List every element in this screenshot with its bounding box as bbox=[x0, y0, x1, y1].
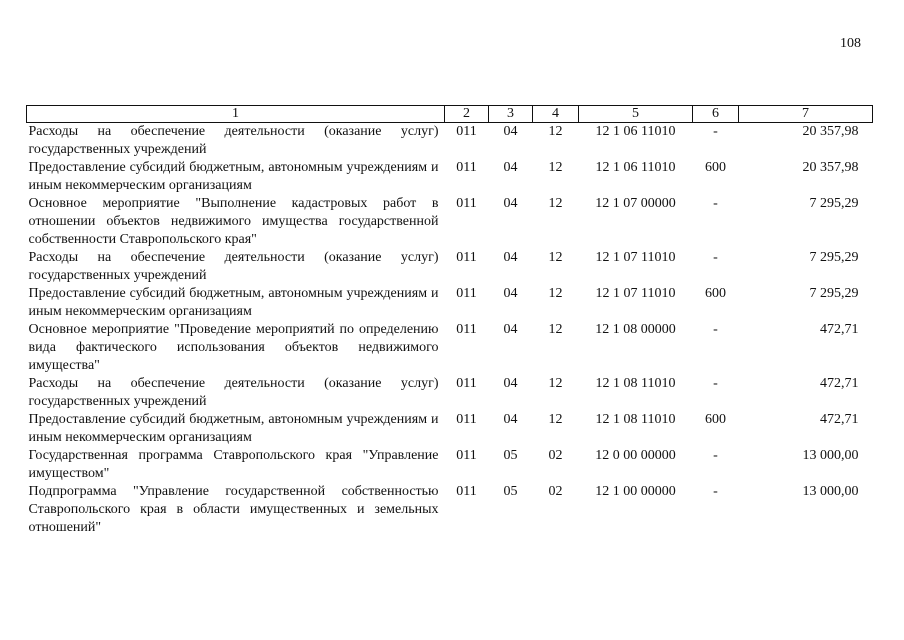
row-name: Расходы на обеспечение деятельности (оказание услуг) государственных учреждений bbox=[28, 250, 439, 283]
row-subsection-code: 12 bbox=[548, 250, 563, 265]
header-col-4: 4 bbox=[533, 106, 579, 123]
table-header-row bbox=[27, 106, 873, 123]
table-row bbox=[27, 321, 873, 375]
row-name: Основное мероприятие "Проведение мероприятий по определению вида фактического использования объектов недвижимого имущества" bbox=[28, 322, 439, 373]
row-name: Предоставление субсидий бюджетным, автономным учреждениям и иным некоммерческим организациям bbox=[28, 286, 439, 319]
row-name: Предоставление субсидий бюджетным, автономным учреждениям и иным некоммерческим организациям bbox=[28, 412, 439, 445]
row-ministry-code: 011 bbox=[456, 484, 477, 499]
row-subsection-code: 02 bbox=[548, 484, 563, 499]
row-target-article: 12 1 06 11010 bbox=[595, 124, 676, 139]
row-section-code: 04 bbox=[503, 160, 518, 175]
row-expense-type: - bbox=[713, 484, 718, 499]
table-row bbox=[27, 411, 873, 447]
row-name: Предоставление субсидий бюджетным, автономным учреждениям и иным некоммерческим организациям bbox=[28, 160, 439, 193]
row-ministry-code: 011 bbox=[456, 196, 477, 211]
row-section-code: 05 bbox=[503, 448, 518, 463]
row-amount: 7 295,29 bbox=[809, 250, 859, 265]
table-row bbox=[27, 483, 873, 537]
budget-table bbox=[26, 105, 873, 537]
row-subsection-code: 12 bbox=[548, 412, 563, 427]
row-subsection-code: 12 bbox=[548, 322, 563, 337]
row-name: Расходы на обеспечение деятельности (оказание услуг) государственных учреждений bbox=[28, 124, 439, 157]
row-expense-type: 600 bbox=[705, 160, 726, 175]
row-subsection-code: 12 bbox=[548, 376, 563, 391]
row-target-article: 12 1 07 00000 bbox=[595, 196, 676, 211]
row-subsection-code: 12 bbox=[548, 286, 563, 301]
row-subsection-code: 12 bbox=[548, 196, 563, 211]
row-amount: 13 000,00 bbox=[802, 484, 859, 499]
row-target-article: 12 1 08 00000 bbox=[595, 322, 676, 337]
row-target-article: 12 1 00 00000 bbox=[595, 484, 676, 499]
header-col-2: 2 bbox=[445, 106, 489, 123]
row-amount: 472,71 bbox=[820, 322, 859, 337]
row-ministry-code: 011 bbox=[456, 322, 477, 337]
row-amount: 7 295,29 bbox=[809, 286, 859, 301]
header-col-5: 5 bbox=[579, 106, 693, 123]
row-target-article: 12 1 08 11010 bbox=[595, 412, 676, 427]
row-target-article: 12 1 08 11010 bbox=[595, 376, 676, 391]
row-amount: 13 000,00 bbox=[802, 448, 859, 463]
row-expense-type: - bbox=[713, 376, 718, 391]
row-ministry-code: 011 bbox=[456, 124, 477, 139]
header-col-6: 6 bbox=[693, 106, 739, 123]
row-name: Основное мероприятие "Выполнение кадастровых работ в отношении объектов недвижимого имущества государственной собственности Ставропольского края" bbox=[28, 196, 439, 247]
row-section-code: 04 bbox=[503, 250, 518, 265]
table-row bbox=[27, 195, 873, 249]
table-row bbox=[27, 123, 873, 160]
row-section-code: 04 bbox=[503, 376, 518, 391]
row-section-code: 04 bbox=[503, 322, 518, 337]
row-subsection-code: 12 bbox=[548, 160, 563, 175]
row-name: Государственная программа Ставропольского края "Управление имуществом" bbox=[28, 448, 439, 481]
row-name: Расходы на обеспечение деятельности (оказание услуг) государственных учреждений bbox=[28, 376, 439, 409]
row-section-code: 04 bbox=[503, 124, 518, 139]
header-col-1: 1 bbox=[27, 106, 445, 123]
row-ministry-code: 011 bbox=[456, 448, 477, 463]
row-expense-type: - bbox=[713, 448, 718, 463]
header-col-7: 7 bbox=[739, 106, 873, 123]
row-amount: 20 357,98 bbox=[802, 160, 859, 175]
table-row bbox=[27, 285, 873, 321]
row-section-code: 05 bbox=[503, 484, 518, 499]
row-expense-type: 600 bbox=[705, 286, 726, 301]
row-section-code: 04 bbox=[503, 196, 518, 211]
row-amount: 20 357,98 bbox=[802, 124, 859, 139]
row-amount: 472,71 bbox=[820, 412, 859, 427]
row-ministry-code: 011 bbox=[456, 286, 477, 301]
row-target-article: 12 1 06 11010 bbox=[595, 160, 676, 175]
row-amount: 7 295,29 bbox=[809, 196, 859, 211]
row-section-code: 04 bbox=[503, 286, 518, 301]
row-expense-type: 600 bbox=[705, 412, 726, 427]
table-row bbox=[27, 447, 873, 483]
row-subsection-code: 12 bbox=[548, 124, 563, 139]
row-ministry-code: 011 bbox=[456, 412, 477, 427]
row-expense-type: - bbox=[713, 124, 718, 139]
row-target-article: 12 1 07 11010 bbox=[595, 286, 676, 301]
row-name: Подпрограмма "Управление государственной собственностью Ставропольского края в области имущественных и земельных отношений" bbox=[28, 484, 439, 535]
row-ministry-code: 011 bbox=[456, 250, 477, 265]
row-section-code: 04 bbox=[503, 412, 518, 427]
table-row bbox=[27, 375, 873, 411]
row-subsection-code: 02 bbox=[548, 448, 563, 463]
header-col-3: 3 bbox=[489, 106, 533, 123]
row-expense-type: - bbox=[713, 196, 718, 211]
row-target-article: 12 1 07 11010 bbox=[595, 250, 676, 265]
row-target-article: 12 0 00 00000 bbox=[595, 448, 676, 463]
table-row bbox=[27, 249, 873, 285]
row-ministry-code: 011 bbox=[456, 160, 477, 175]
page-number: 108 bbox=[840, 36, 861, 51]
row-expense-type: - bbox=[713, 322, 718, 337]
row-amount: 472,71 bbox=[820, 376, 859, 391]
table-row bbox=[27, 159, 873, 195]
row-expense-type: - bbox=[713, 250, 718, 265]
row-ministry-code: 011 bbox=[456, 376, 477, 391]
